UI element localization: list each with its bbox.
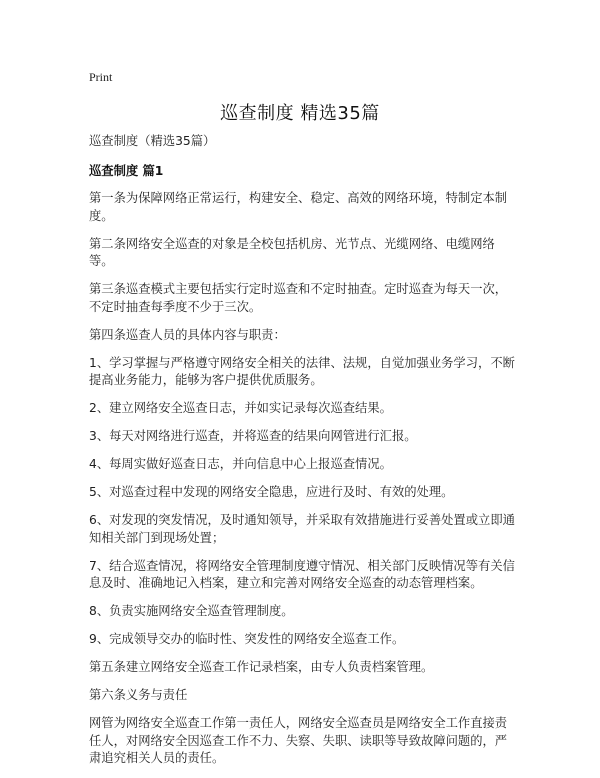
paragraph-article-2: 第二条网络安全巡查的对象是全校包括机房、光节点、光缆网络、电缆网络等。 [89, 236, 495, 268]
section-heading: 巡查制度 篇1 [89, 163, 164, 178]
list-item-6: 6、对发现的突发情况，及时通知领导，并采取有效措施进行妥善处置或立即通知相关部门到现场处置； [89, 513, 515, 545]
print-link[interactable]: Print [89, 70, 113, 84]
list-item-5: 5、对巡查过程中发现的网络安全隐患，应进行及时、有效的处理。 [89, 485, 454, 499]
paragraph-article-1: 第一条为保障网络正常运行，构建安全、稳定、高效的网络环境，特制定本制度。 [89, 191, 508, 223]
list-item-4: 4、每周实做好巡查日志，并向信息中心上报巡查情况。 [89, 457, 392, 471]
list-item-7: 7、结合巡查情况，将网络安全管理制度遵守情况、相关部门反映情况等有关信息及时、准确地记入档案，建立和完善对网络安全巡查的动态管理档案。 [89, 558, 515, 590]
paragraph-responsibility: 网管为网络安全巡查工作第一责任人，网络安全巡查员是网络安全工作直接责任人，对网络安全因巡查工作不力、失察、失职、读职等导致故障问题的，严肃追究相关人员的责任。 [89, 716, 508, 765]
document-body [89, 133, 517, 778]
paragraph-article-3: 第三条巡查模式主要包括实行定时巡查和不定时抽查。定时巡查为每天一次，不定时抽查每季度不少于三次。 [89, 282, 508, 314]
list-item-1: 1、学习掌握与严格遵守网络安全相关的法律、法规，自觉加强业务学习，不断提高业务能力，能够为客户提供优质服务。 [89, 355, 515, 387]
list-item-9: 9、完成领导交办的临时性、突发性的网络安全巡查工作。 [89, 632, 405, 646]
paragraph-article-4: 第四条巡查人员的具体内容与职责： [89, 327, 286, 342]
list-item-8: 8、负责实施网络安全巡查管理制度。 [89, 604, 294, 618]
paragraph-article-5: 第五条建立网络安全巡查工作记录档案，由专人负责档案管理。 [89, 660, 434, 674]
document-subtitle: 巡查制度（精选35篇） [89, 134, 216, 148]
list-item-2: 2、建立网络安全巡查日志，并如实记录每次巡查结果。 [89, 401, 392, 415]
page-title: 巡查制度 精选35篇 [220, 103, 380, 124]
paragraph-article-6: 第六条义务与责任 [89, 688, 188, 702]
list-item-3: 3、每天对网络进行巡查，并将巡查的结果向网管进行汇报。 [89, 429, 417, 443]
